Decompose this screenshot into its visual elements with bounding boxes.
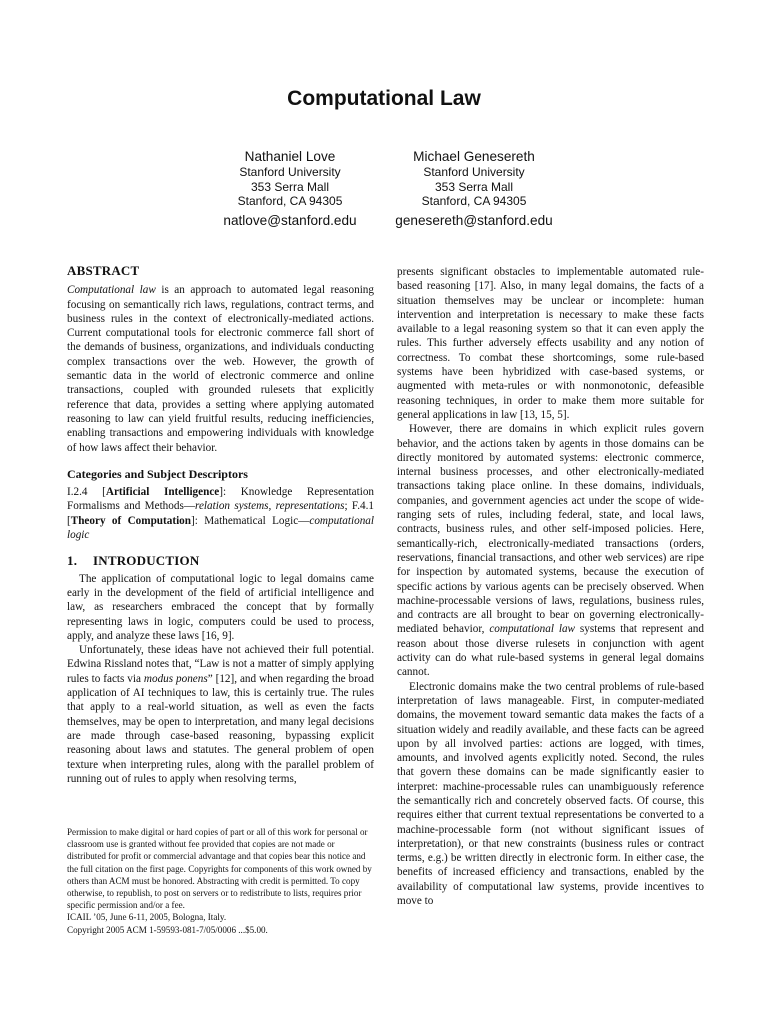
author-email: natlove@stanford.edu: [223, 212, 357, 228]
category-code: I.2.4 [: [67, 486, 106, 499]
introduction-heading: [67, 554, 374, 568]
body-text: systems that represent and reason about those diverse rulesets in conjunction with agent activity can do what rule-based systems in general legal domains cannot.: [397, 623, 704, 679]
author-affiliation: Stanford University: [423, 165, 525, 179]
author-block-genesereth: [364, 148, 584, 229]
right-column: [397, 265, 704, 908]
category-code: F.4.1 [: [67, 500, 375, 527]
categories-heading: Categories and Subject Descriptors: [67, 466, 248, 481]
intro-text: Unfortunately, these ideas have not achieved their full potential. Edwina Rissland notes that, “Law is not a matter of simply applying rules to facts via: [67, 644, 374, 685]
author-name: Nathaniel Love: [244, 149, 336, 164]
copyright-line: Copyright 2005 ACM 1-59593-081-7/05/0006 ...$5.00.: [67, 924, 268, 935]
section-number: 1.: [67, 553, 78, 569]
abstract-term: Computational law: [67, 284, 156, 297]
category-name: Theory of Computation: [70, 514, 191, 527]
left-column: [67, 264, 374, 786]
abstract-text: [67, 283, 374, 455]
intro-text: ” [12], and when regarding the broad application of AI techniques to law, this is certainly true. The rules that apply to a real-world situation, as well as even the facts themselves, may be open to interpretation, and many legal decisions are made through case-based reasoning, bypassing explicit reasoning about laws and statutes. The general problem of open texture when interpreting rules, along with the parallel problem of running out of rules to apply when resolving terms,: [67, 672, 374, 785]
category-subject: computational logic: [67, 514, 374, 542]
author-email: genesereth@stanford.edu: [395, 212, 553, 228]
author-city: Stanford, CA 94305: [421, 194, 527, 208]
permission-notice: [67, 826, 374, 936]
section-title: INTRODUCTION: [93, 553, 200, 569]
category-desc: ]: Knowledge Representation Formalisms and Methods—: [67, 486, 375, 513]
author-affiliation: Stanford University: [239, 165, 341, 179]
category-subject: relation systems, representations: [195, 500, 345, 513]
abstract-body: is an approach to automated legal reasoning focusing on semantically rich laws, regulations, contract terms, and business rules in the context of electronically-mediated actions. Current computational tools for electronic commerce fall short of the demands of business, organizations, and individuals conducting complex transactions over the web. However, the growth of semantic data in the world of electronic commerce and online transactions, coupled with grounded rulesets that explicitly reference that data, provides a setting where applying automated reasoning to law can yield fruitful results, reducing inefficiencies, enabling transactions and empowering individuals with knowledge of how laws affect their behavior.: [67, 284, 374, 454]
body-paragraph-3: Electronic domains make the two central problems of rule-based interpretation of laws manageable. First, in computer-mediated domains, the movement toward semantic data makes the facts of a situation widely and readily available, and these facts can be agreed upon by all involved parties: actions are logged, with times, amounts, and involved agents explicitly noted. Second, the rules that govern these domains can be made significantly easier to interpret: machine-processable rules can unambiguously reference the semantically rich and concretely observed facts. Of course, this requires either that current textual representations be converted to a machine-processable form (not without significant issues of interpretation), or that new constraints (business rules or contract terms, e.g.) be written directly in electronic form. In either case, the benefits of increased efficiency and transactions, enabled by the availability of computational law systems, provide incentives to move to: [397, 680, 704, 908]
author-street: 353 Serra Mall: [250, 179, 330, 194]
author-name: Michael Genesereth: [413, 149, 535, 164]
abstract-heading: ABSTRACT: [67, 263, 140, 278]
body-paragraph-2: [397, 422, 704, 679]
intro-italic: modus ponens: [143, 672, 208, 685]
category-name: Artificial Intelligence: [105, 486, 220, 499]
intro-paragraph-2: [67, 643, 374, 786]
categories-text: [67, 485, 374, 542]
author-street: 353 Serra Mall: [434, 179, 514, 194]
category-sep: ;: [344, 500, 348, 513]
body-paragraph-1: presents significant obstacles to implementable automated rule-based reasoning [17]. Also, in many legal domains, the facts of a situation themselves may be unclear or incomplete: human intervention and interpretation is necessary to make these facts available to a legal reasoning system so that it can even apply the rules. This further adversely effects usability and any notion of correctness. To combat these shortcomings, some rule-based systems have been hybridized with case-based systems, or augmented with meta-rules or with nonmonotonic, defeasible reasoning techniques, in order to make them more suitable for general applications in law [13, 15, 5].: [397, 266, 704, 421]
author-city: Stanford, CA 94305: [237, 194, 343, 208]
category-desc: ]: Mathematical Logic—: [191, 514, 310, 527]
paper-title: Computational Law: [287, 87, 481, 110]
permission-text: Permission to make digital or hard copies of part or all of this work for personal or classroom use is granted without fee provided that copies are not made or distributed for profit or commercial advantage and that copies bear this notice and the full citation on the first page. Copyrights for components of this work owned by others than ACM must be honored. Abstracting with credit is permitted. To copy otherwise, to republish, to post on servers or to redistribute to lists, requires prior specific permission and/or a fee.: [67, 827, 372, 911]
body-text: However, there are domains in which explicit rules govern behavior, and the actions taken by agents in those domains can be directly monitored by automated systems: electronic commerce, internal business processes, and other electronically-mediated transactions taking place online. In these domains, individuals, companies, and government agencies act under the scope of wide-ranging sets of rules, including federal, state, and local laws, contracts, business rules, and other self-imposed policies. Here, semantically-rich, electronically-mediated transactions (orders, reservations, financial transactions, and other web services) are ripe for inspection by automated systems, because the execution of specific actions by various agents can be precisely observed. When machine-processable versions of laws, regulations, business rules, and contracts are all brought to bear on governing electronically-mediated behavior,: [397, 423, 704, 636]
intro-paragraph-1: The application of computational logic to legal domains came early in the development of the field of artificial intelligence and law, as researchers embraced the concept that by formally representing laws in logic, computers could be used to process, apply, and analyze these laws [16, 9].: [67, 572, 374, 642]
body-italic: computational law: [489, 623, 576, 636]
conference-venue: ICAIL ’05, June 6-11, 2005, Bologna, Italy.: [67, 912, 227, 923]
